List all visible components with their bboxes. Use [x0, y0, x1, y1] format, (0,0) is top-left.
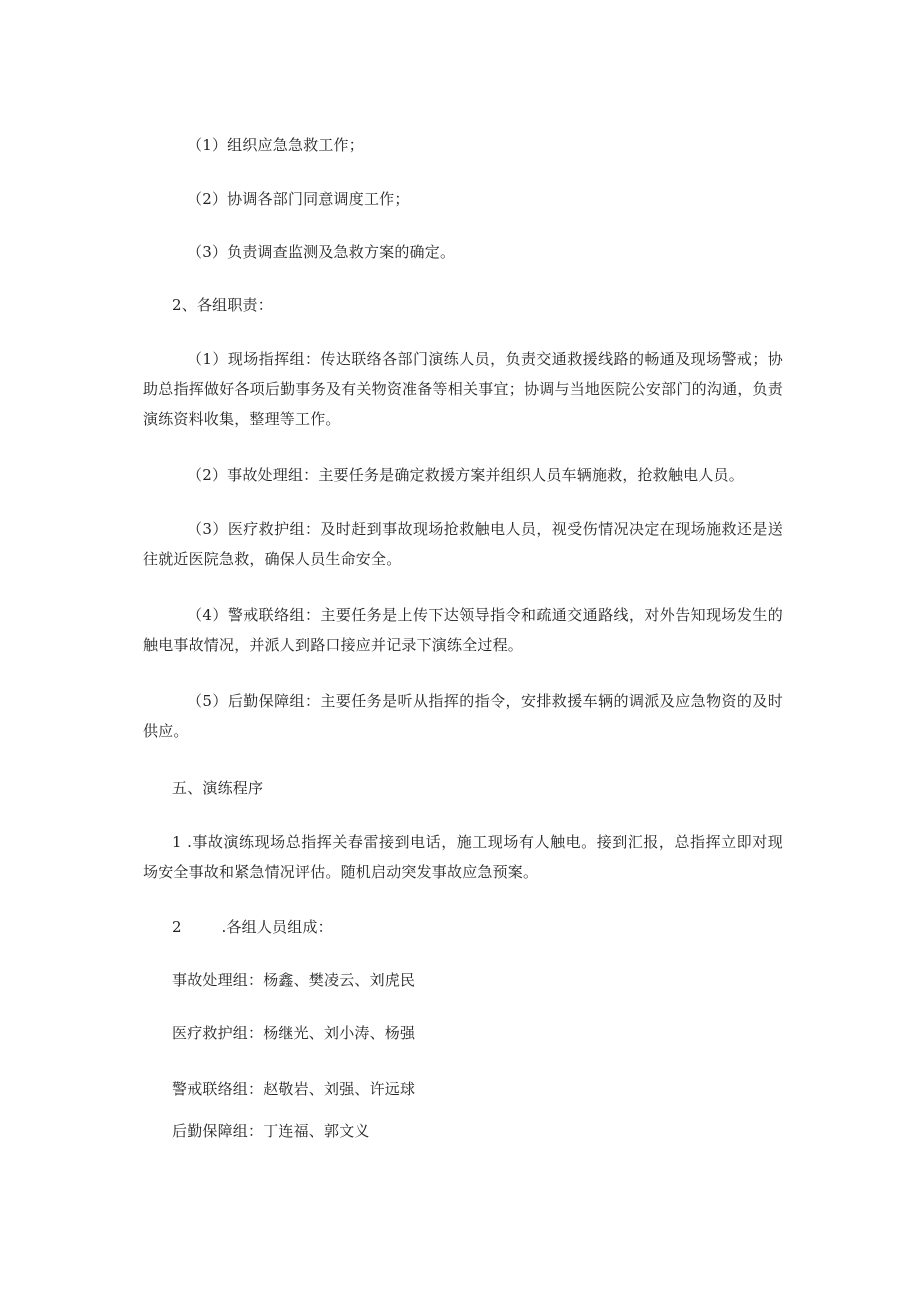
duty-item-2: （2）协调各部门同意调度工作； — [187, 190, 410, 208]
group-duty-3: （3）医疗救护组：及时赶到事故现场抢救触电人员，视受伤情况决定在现场施救还是送往就近医院急救，确保人员生命安全。 — [143, 520, 783, 568]
section-2-heading: 2、各组职责： — [172, 296, 273, 314]
duty-item-3: （3）负责调查监测及急救方案的确定。 — [187, 243, 456, 261]
member-list-accident: 事故处理组：杨鑫、樊凌云、刘虎民 — [172, 971, 416, 989]
procedure-step-2-heading: 2 .各组人员组成： — [172, 918, 333, 936]
member-list-security: 警戒联络组：赵敬岩、刘强、许远球 — [172, 1080, 416, 1098]
duty-item-1: （1）组织应急急救工作； — [187, 136, 364, 154]
group-duty-1: （1）现场指挥组：传达联络各部门演练人员，负责交通救援线路的畅通及现场警戒；协助总指挥做好各项后勤事务及有关物资准备等相关事宜；协调与当地医院公安部门的沟通，负责演练资料收集，整理等工作。 — [143, 350, 783, 428]
member-list-logistics: 后勤保障组：丁连福、郭文义 — [172, 1122, 370, 1140]
group-duty-2: （2）事故处理组：主要任务是确定救援方案并组织人员车辆施救，抢救触电人员。 — [187, 466, 744, 484]
section-5-heading: 五、演练程序 — [172, 779, 264, 797]
group-duty-4: （4）警戒联络组：主要任务是上传下达领导指令和疏通交通路线，对外告知现场发生的触电事故情况，并派人到路口接应并记录下演练全过程。 — [143, 606, 783, 654]
member-list-medical: 医疗救护组：杨继光、刘小涛、杨强 — [172, 1024, 416, 1042]
procedure-step-1: 1 .事故演练现场总指挥关春雷接到电话，施工现场有人触电。接到汇报，总指挥立即对现场安全事故和紧急情况评估。随机启动突发事故应急预案。 — [143, 833, 783, 881]
group-duty-5: （5）后勤保障组：主要任务是听从指挥的指令，安排救援车辆的调派及应急物资的及时供应。 — [143, 692, 783, 740]
